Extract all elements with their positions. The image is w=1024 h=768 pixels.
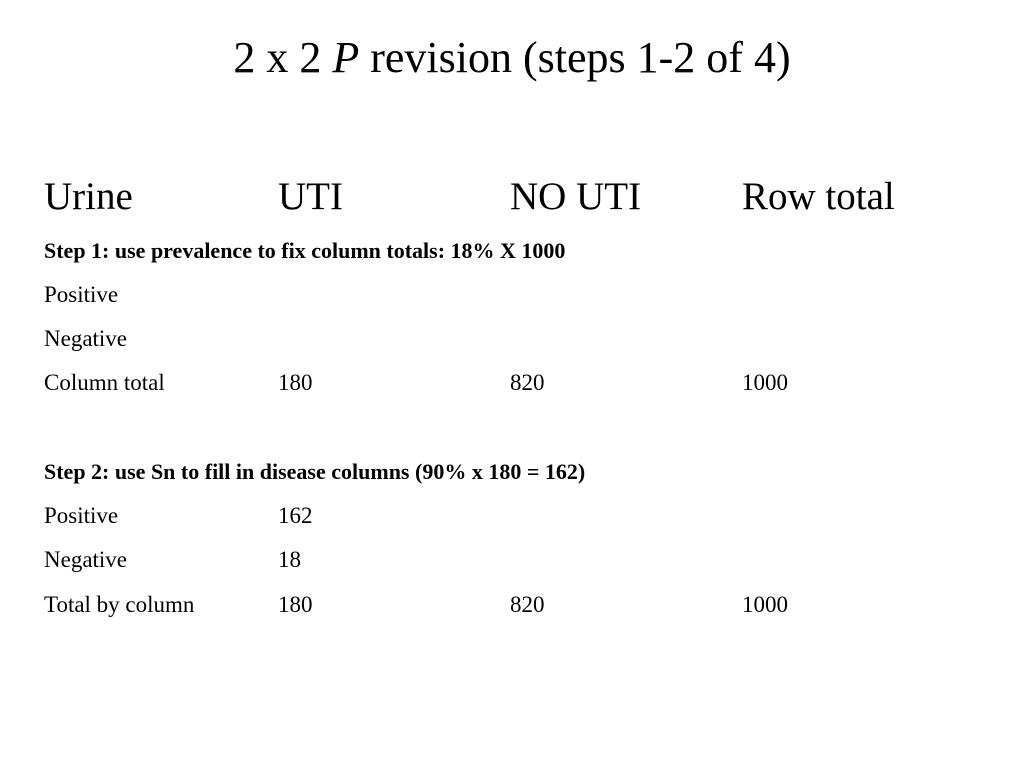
row-label: Positive bbox=[44, 503, 119, 528]
table-header-row bbox=[0, 172, 1024, 222]
table-row bbox=[0, 501, 1024, 531]
title-prefix: 2 x 2 bbox=[233, 33, 333, 82]
cell-uti: 18 bbox=[278, 547, 301, 572]
title-italic-p: P bbox=[332, 33, 360, 82]
row-label: Total by column bbox=[44, 592, 195, 617]
table-row bbox=[0, 545, 1024, 575]
row-label: Positive bbox=[44, 282, 119, 307]
step1-label: Step 1: use prevalence to fix column totals: 18% X 1000 bbox=[44, 238, 566, 263]
cell-uti: 180 bbox=[278, 370, 313, 395]
table-row bbox=[0, 368, 1024, 398]
cell-no-uti: 820 bbox=[510, 370, 545, 395]
row-label: Negative bbox=[44, 326, 128, 351]
row-label: Column total bbox=[44, 370, 165, 395]
header-no-uti: NO UTI bbox=[510, 175, 642, 218]
cell-row-total: 1000 bbox=[742, 370, 788, 395]
cell-no-uti: 820 bbox=[510, 592, 545, 617]
table-row bbox=[0, 280, 1024, 310]
row-label: Negative bbox=[44, 547, 128, 572]
cell-row-total: 1000 bbox=[742, 592, 788, 617]
header-row-total: Row total bbox=[742, 175, 895, 218]
table-row bbox=[0, 324, 1024, 354]
title-suffix: revision (steps 1-2 of 4) bbox=[359, 33, 791, 82]
header-urine: Urine bbox=[44, 175, 133, 218]
step2-label: Step 2: use Sn to fill in disease columns (90% x 180 = 162) bbox=[44, 459, 586, 484]
cell-uti: 180 bbox=[278, 592, 313, 617]
slide-title bbox=[0, 30, 1024, 86]
cell-uti: 162 bbox=[278, 503, 313, 528]
header-uti: UTI bbox=[278, 175, 343, 218]
table-row bbox=[0, 590, 1024, 620]
